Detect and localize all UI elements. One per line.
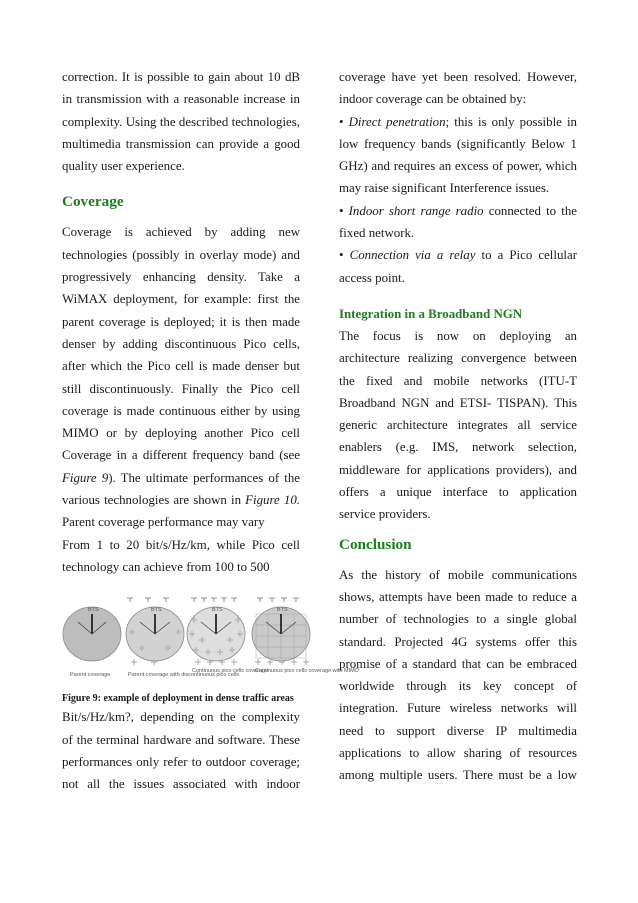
panel-label: Continuous pico cells coverage with MIMO: [255, 668, 359, 675]
text-line: generic architecture integrates all service: [339, 418, 577, 433]
panel-label: Parent coverage with discontinuous pico cells: [128, 672, 239, 679]
figure-10-reference: Figure 10.: [245, 493, 300, 508]
text-span: to a Pico cellular: [475, 248, 577, 263]
text-line: [62, 467, 300, 489]
intro-paragraph: [62, 66, 300, 177]
text-line: middleware for applications providers), and: [339, 462, 577, 477]
figure-9: [62, 592, 359, 688]
panel-label: Continuous pico cells coverage: [192, 668, 269, 675]
left-column: [62, 66, 359, 795]
text-line: among multiple users. There must be a low: [339, 768, 577, 783]
text-line: standard. Projected 4G systems offer this: [339, 634, 577, 649]
text-line: technologies (possibly in overlay mode) and: [62, 247, 300, 262]
ngn-paragraph: [339, 325, 577, 526]
coverage-heading: Coverage: [62, 193, 124, 211]
text-line: access point.: [339, 270, 405, 285]
bullet-direct-penetration: [339, 111, 577, 200]
text-line: [62, 489, 300, 511]
right-column: [339, 66, 577, 787]
text-line: complexity. Using the described technologies,: [62, 114, 300, 129]
text-line: Coverage is achieved by adding new: [62, 225, 300, 240]
panel-label: Parent coverage: [70, 672, 111, 679]
text-line: Broadband NGN and ETSI- TISPAN). This: [339, 395, 577, 410]
bullet-indoor-short-range: [339, 200, 577, 245]
text-line: multimedia transmission can provide a good: [62, 136, 300, 151]
text-line: coverage have yet been resolved. However,: [339, 70, 577, 84]
text-span: various technologies are shown in: [62, 493, 246, 508]
bullet-relay: [339, 244, 577, 289]
text-line: not all the issues associated with indoor: [62, 777, 300, 792]
text-line: As the history of mobile communications: [339, 567, 577, 582]
conclusion-paragraph: [339, 564, 577, 787]
text-line: performances only refer to outdoor coverage;: [62, 754, 300, 769]
coverage-paragraph: [62, 221, 300, 578]
text-line: denser by adding discontinuous Pico cells,: [62, 336, 300, 351]
text-line: [339, 200, 577, 222]
text-line: GHz) and requires an excess of power, which: [339, 159, 577, 174]
text-line: correction. It is possible to gain about 10 dB: [62, 70, 300, 84]
text-line: the fixed and mobile networks (ITU-T: [339, 373, 577, 388]
text-line: of the terminal hardware and software. These: [62, 732, 300, 747]
figure-9-caption: Figure 9: example of deployment in dense traffic areas: [62, 693, 294, 705]
text-line: Parent coverage performance may vary: [62, 515, 265, 530]
text-line: From 1 to 20 bit/s/Hz/km, while Pico cell: [62, 537, 300, 552]
text-line: [339, 244, 577, 266]
text-line: shows, attempts have been made to reduce a: [339, 589, 577, 604]
conclusion-heading: Conclusion: [339, 535, 412, 553]
bullet-term: Direct penetration: [348, 114, 446, 129]
text-line: number of technologies to a single global: [339, 612, 577, 627]
text-line: WiMAX deployment, for example: first the: [62, 292, 300, 307]
figure-9-diagram: [62, 592, 359, 688]
text-line: fixed network.: [339, 226, 415, 241]
text-line: indoor coverage can be obtained by:: [339, 92, 527, 107]
text-line: Coverage in a different frequency band (see: [62, 448, 300, 463]
text-line: enablers (e.g. IMS, network selection,: [339, 440, 577, 455]
text-line: service providers.: [339, 507, 431, 522]
text-line: integration. Future wireless networks will: [339, 701, 577, 716]
bts-label: BTS: [151, 607, 162, 614]
figure-9-reference: Figure 9: [62, 470, 109, 485]
text-line: MIMO or by deploying another Pico cell: [62, 426, 300, 441]
text-line: still discontinuously. Finally the Pico cell: [62, 381, 300, 396]
text-line: promise of a standard that can be embraced: [339, 656, 577, 671]
text-line: technology can achieve from 100 to 500: [62, 559, 270, 574]
text-line: Bit/s/Hz/km?, depending on the complexity: [62, 710, 300, 725]
text-span: ). The ultimate performances of the: [108, 470, 300, 485]
bullet-marker: •: [339, 114, 344, 129]
text-line: applications to allow sharing of resources: [339, 746, 577, 761]
text-line: coverage is made continuous either by using: [62, 403, 300, 418]
text-line: [339, 111, 577, 133]
bullet-term: Connection via a relay: [349, 248, 476, 263]
text-line: progressively enhancing density. Take a: [62, 270, 300, 285]
text-line: low frequency bands (significantly Below 1: [339, 136, 577, 151]
bts-label: BTS: [212, 607, 223, 614]
bullet-marker: •: [339, 203, 344, 218]
text-span: connected to the: [483, 203, 577, 218]
bullet-marker: •: [339, 248, 344, 263]
text-line: need to support diverse IP multimedia: [339, 723, 577, 738]
text-line: quality user experience.: [62, 159, 185, 174]
text-line: worldwide through its key concept of: [339, 679, 577, 694]
text-line: architecture realizing convergence between: [339, 351, 577, 366]
text-line: offers a unique interface to application: [339, 485, 577, 500]
panel-parent-coverage: [63, 607, 121, 678]
after-figure-paragraph: [62, 706, 300, 795]
text-span: ; this is only possible in: [445, 114, 577, 129]
text-line: may raise significant Interference issues.: [339, 181, 550, 196]
text-line: in transmission with a reasonable increase in: [62, 92, 300, 107]
bts-label: BTS: [277, 607, 288, 614]
text-line: after which the Pico cell is made denser but: [62, 359, 300, 374]
text-line: parent coverage is deployed; it is then made: [62, 314, 300, 329]
ngn-heading: Integration in a Broadband NGN: [339, 306, 523, 321]
text-line: The focus is now on deploying an: [339, 328, 577, 343]
indoor-paragraph: [339, 66, 577, 111]
bts-label: BTS: [88, 607, 99, 614]
bullet-term: Indoor short range radio: [348, 203, 484, 218]
